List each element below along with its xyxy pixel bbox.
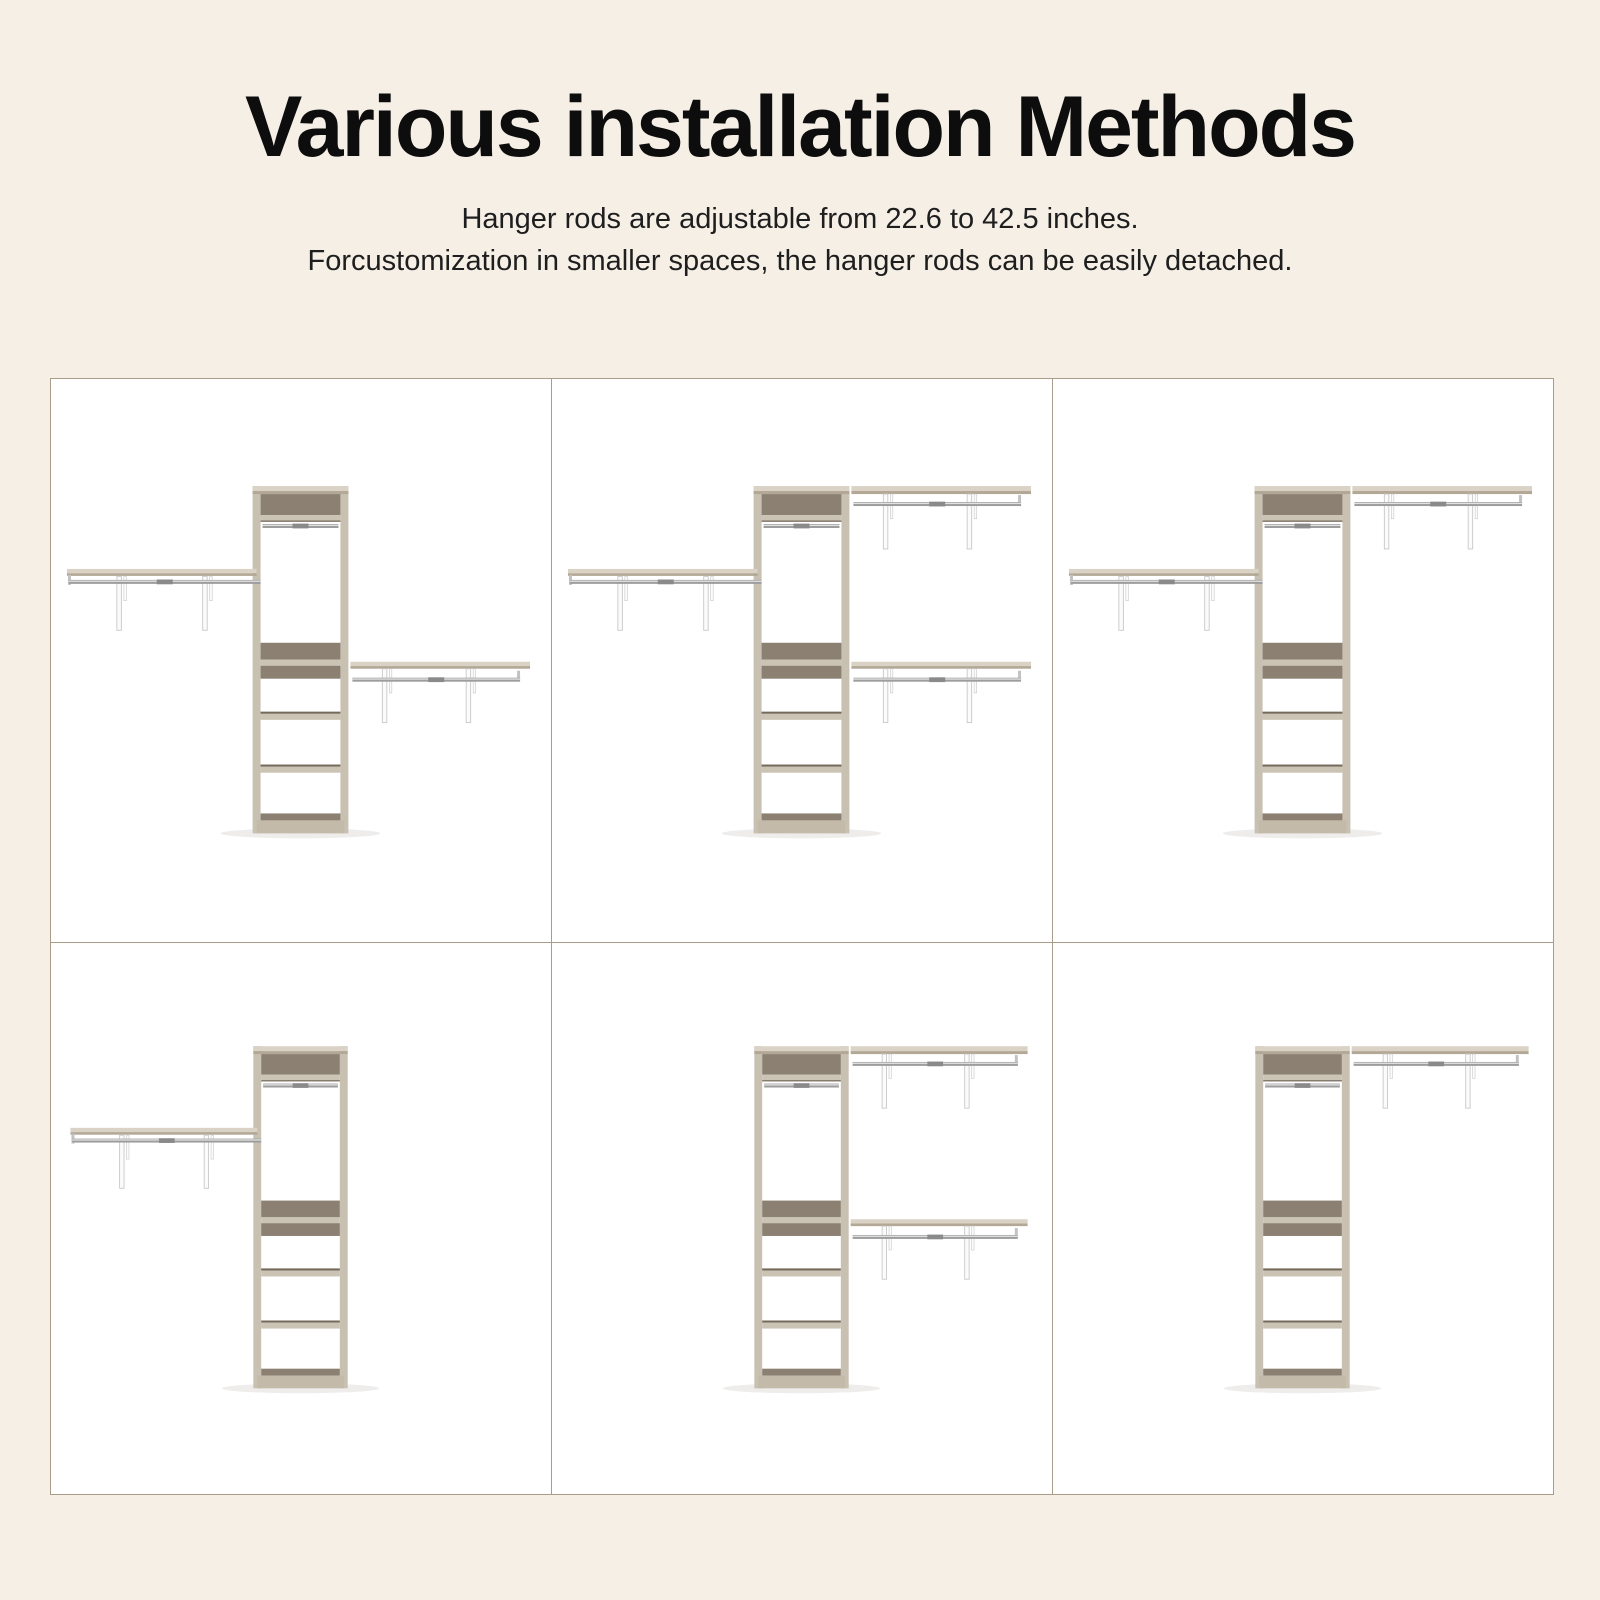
header — [0, 0, 1600, 282]
subtitle-line-1: Hanger rods are adjustable from 22.6 to 42.5 inches. — [461, 203, 1139, 235]
page-title: Various installation Methods — [245, 79, 1355, 175]
installation-method-panel-2 — [552, 379, 1052, 942]
installation-method-panel-5 — [552, 943, 1052, 1494]
installation-method-panel-4 — [51, 943, 551, 1494]
subtitle — [0, 198, 1600, 282]
closet-unit-illustration — [552, 943, 1052, 1494]
closet-unit-illustration — [1053, 379, 1553, 942]
installation-method-panel-3 — [1053, 379, 1553, 942]
closet-unit-illustration — [51, 379, 551, 942]
closet-unit-illustration — [552, 379, 1052, 942]
subtitle-line-2: Forcustomization in smaller spaces, the hanger rods can be easily detached. — [307, 245, 1293, 278]
installation-method-panel-1 — [51, 379, 551, 942]
installation-methods-grid — [50, 378, 1554, 1495]
closet-unit-illustration — [51, 943, 551, 1494]
installation-method-panel-6 — [1053, 943, 1553, 1494]
closet-unit-illustration — [1053, 943, 1553, 1494]
